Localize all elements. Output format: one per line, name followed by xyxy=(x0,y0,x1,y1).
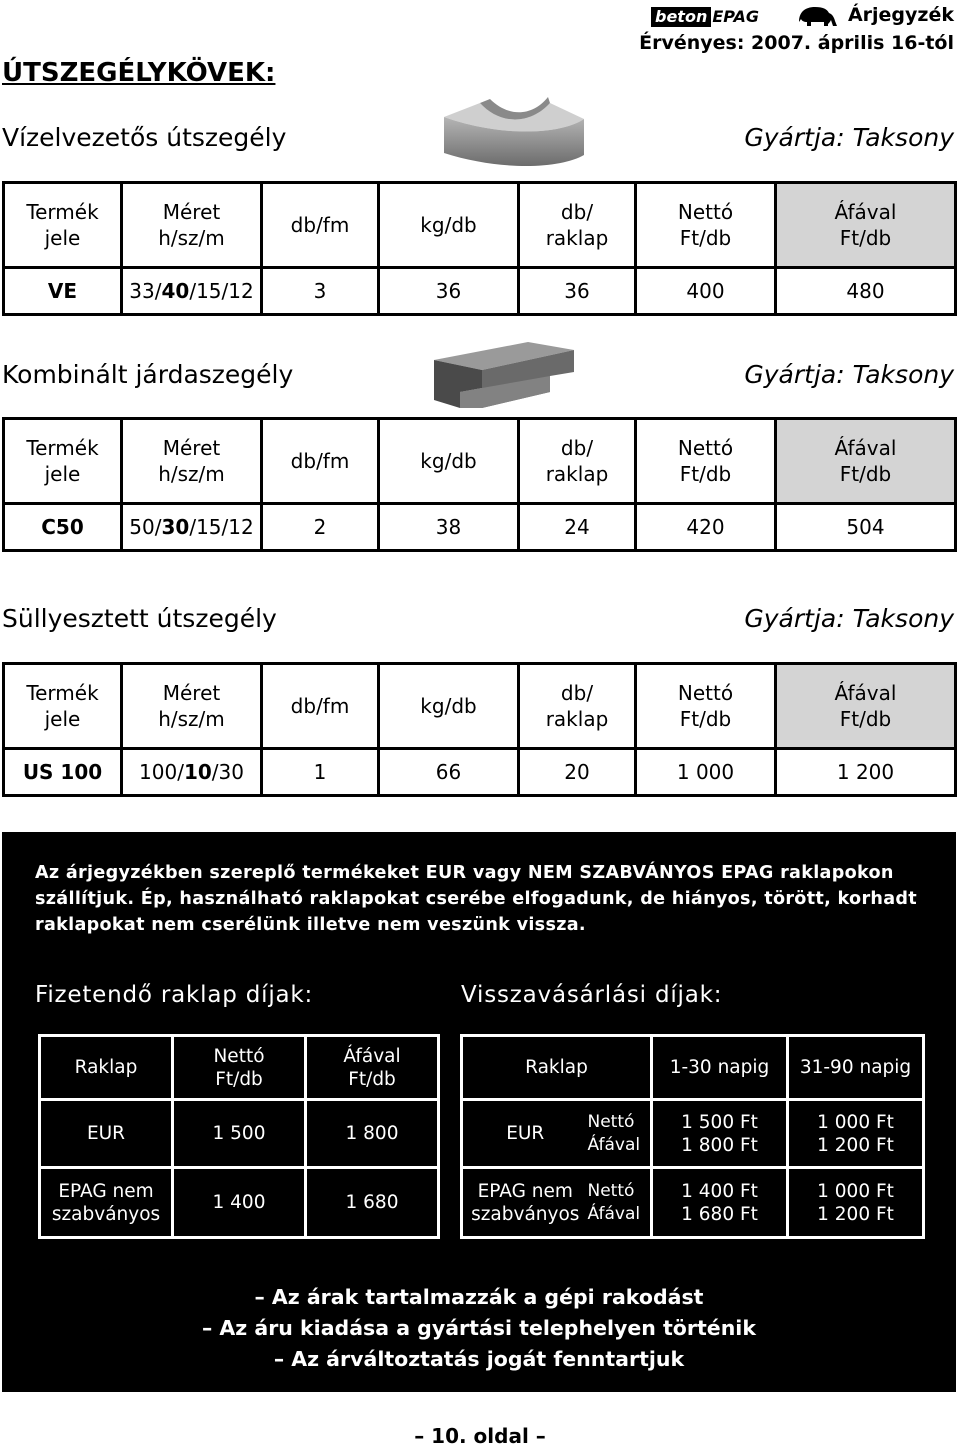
column-header-gross: Áfával Ft/db xyxy=(306,1036,439,1100)
weight-cell: 36 xyxy=(379,268,519,315)
column-header-weight: kg/db xyxy=(379,664,519,749)
column-header-period-1: 1-30 napig xyxy=(652,1036,788,1100)
product-table-us100 xyxy=(2,662,957,797)
manufacturer-label: Gyártja: Taksony xyxy=(744,604,954,633)
table-row xyxy=(40,1100,439,1168)
per-pallet-cell: 20 xyxy=(519,749,636,796)
betonepag-logo xyxy=(651,6,759,27)
weight-cell: 66 xyxy=(379,749,519,796)
gross-price-cell: 1 680 xyxy=(306,1168,439,1238)
column-header-size: Méret h/sz/m xyxy=(122,419,262,504)
product-table-ve xyxy=(2,181,957,316)
terms-note-loading: – Az árak tartalmazzák a gépi rakodást xyxy=(254,1285,704,1309)
price-type-labels: Nettó Áfával xyxy=(588,1168,652,1238)
product-code-cell: US 100 xyxy=(4,749,122,796)
weight-cell: 38 xyxy=(379,504,519,551)
net-price-cell: 1 000 xyxy=(636,749,776,796)
pallet-type-cell: EUR xyxy=(40,1100,173,1168)
net-price-cell: 1 400 xyxy=(173,1168,306,1238)
manufacturer-label: Gyártja: Taksony xyxy=(744,360,954,389)
column-header-per-pallet: db/ raklap xyxy=(519,664,636,749)
column-header-net: Nettó Ft/db xyxy=(636,664,776,749)
period-1-price-cell: 1 500 Ft 1 800 Ft xyxy=(652,1100,788,1168)
column-header-period-2: 31-90 napig xyxy=(788,1036,924,1100)
terms-note-pickup: – Az áru kiadása a gyártási telephelyen történik xyxy=(202,1316,756,1340)
page-title: ÚTSZEGÉLYKÖVEK: xyxy=(2,58,276,88)
size-cell: 100/10/30 xyxy=(122,749,262,796)
column-header-pallet: Raklap xyxy=(462,1036,652,1100)
net-price-cell: 400 xyxy=(636,268,776,315)
price-type-labels: Nettó Áfával xyxy=(588,1100,652,1168)
column-header-gross: Áfával Ft/db xyxy=(776,664,956,749)
gross-price-cell: 504 xyxy=(776,504,956,551)
terms-note-price-change: – Az árváltoztatás jogát fenntartjuk xyxy=(273,1347,685,1371)
period-2-price-cell: 1 000 Ft 1 200 Ft xyxy=(788,1100,924,1168)
section-title-combined-curb: Kombinált járdaszegély xyxy=(2,360,294,389)
column-header-pallet: Raklap xyxy=(40,1036,173,1100)
net-price-cell: 420 xyxy=(636,504,776,551)
pallet-notice-text: Az árjegyzékben szereplő termékeket EUR vagy NEM SZABVÁNYOS EPAG raklapokon szállítjuk. Ép, használható raklapokat cserébe elfogadunk, de hiányos, törött, korhadt raklapokat nem cserélünk illetve nem veszünk vissza. xyxy=(35,863,918,935)
table-row xyxy=(4,749,956,796)
column-header-per-m: db/fm xyxy=(262,664,379,749)
table-row xyxy=(462,1100,924,1168)
column-header-per-m: db/fm xyxy=(262,419,379,504)
per-m-cell: 3 xyxy=(262,268,379,315)
pallet-info-panel xyxy=(2,832,956,1392)
column-header-gross: Áfával Ft/db xyxy=(776,183,956,268)
table-row xyxy=(462,1168,924,1238)
column-header-net: Nettó Ft/db xyxy=(636,419,776,504)
column-header-gross: Áfával Ft/db xyxy=(776,419,956,504)
column-header-weight: kg/db xyxy=(379,183,519,268)
elephant-logo-icon xyxy=(797,4,839,28)
per-pallet-cell: 36 xyxy=(519,268,636,315)
pallet-type-cell: EPAG nem szabványos xyxy=(40,1168,173,1238)
logo-epag-text: EPAG xyxy=(712,6,760,26)
gross-price-cell: 480 xyxy=(776,268,956,315)
column-header-per-pallet: db/ raklap xyxy=(519,183,636,268)
combined-curb-photo xyxy=(424,334,584,412)
size-cell: 33/40/15/12 xyxy=(122,268,262,315)
pallet-type-cell: EPAG nem szabványos xyxy=(462,1168,588,1238)
buyback-title: Visszavásárlási díjak: xyxy=(461,982,723,1008)
section-title-sunken-curb: Süllyesztett útszegély xyxy=(2,604,277,633)
logo-beton-text: beton xyxy=(651,7,711,27)
column-header-size: Méret h/sz/m xyxy=(122,183,262,268)
column-header-per-m: db/fm xyxy=(262,183,379,268)
pallet-type-cell: EUR xyxy=(462,1100,588,1168)
gross-price-cell: 1 800 xyxy=(306,1100,439,1168)
manufacturer-label: Gyártja: Taksony xyxy=(744,123,954,152)
table-row xyxy=(40,1168,439,1238)
size-cell: 50/30/15/12 xyxy=(122,504,262,551)
table-row xyxy=(4,268,956,315)
product-table-c50 xyxy=(2,417,957,552)
net-price-cell: 1 500 xyxy=(173,1100,306,1168)
product-code-cell: VE xyxy=(4,268,122,315)
pallet-fees-title: Fizetendő raklap díjak: xyxy=(35,982,314,1008)
page-number: – 10. oldal – xyxy=(414,1424,546,1448)
per-m-cell: 1 xyxy=(262,749,379,796)
column-header-product-code: Termék jele xyxy=(4,419,122,504)
buyback-table xyxy=(460,1034,925,1239)
section-title-drainage-curb: Vízelvezetős útszegély xyxy=(2,123,287,152)
column-header-product-code: Termék jele xyxy=(4,664,122,749)
product-code-cell: C50 xyxy=(4,504,122,551)
table-row xyxy=(4,504,956,551)
column-header-product-code: Termék jele xyxy=(4,183,122,268)
column-header-weight: kg/db xyxy=(379,419,519,504)
period-2-price-cell: 1 000 Ft 1 200 Ft xyxy=(788,1168,924,1238)
gross-price-cell: 1 200 xyxy=(776,749,956,796)
column-header-net: Nettó Ft/db xyxy=(173,1036,306,1100)
per-pallet-cell: 24 xyxy=(519,504,636,551)
per-m-cell: 2 xyxy=(262,504,379,551)
pallet-fees-table xyxy=(38,1034,440,1239)
column-header-size: Méret h/sz/m xyxy=(122,664,262,749)
pricelist-label: Árjegyzék xyxy=(847,4,954,26)
drainage-curb-photo xyxy=(440,95,588,175)
terms-notes xyxy=(2,1282,956,1375)
period-1-price-cell: 1 400 Ft 1 680 Ft xyxy=(652,1168,788,1238)
column-header-net: Nettó Ft/db xyxy=(636,183,776,268)
column-header-per-pallet: db/ raklap xyxy=(519,419,636,504)
valid-from-text: Érvényes: 2007. április 16-tól xyxy=(639,32,954,54)
